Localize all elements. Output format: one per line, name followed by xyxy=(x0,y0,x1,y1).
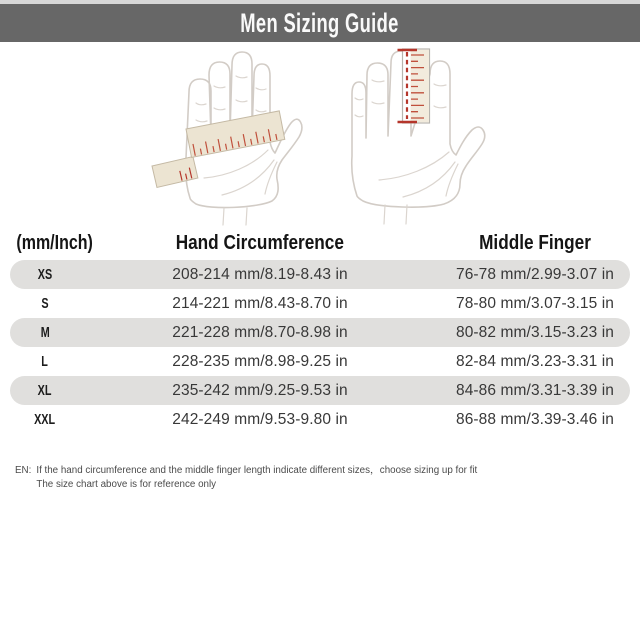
hands-illustration xyxy=(0,48,640,232)
footer-note xyxy=(15,464,477,491)
language-label: EN: xyxy=(15,465,32,476)
finger-ruler-icon xyxy=(398,49,430,123)
title-bar xyxy=(0,4,640,42)
hand-circumference-value: 235-242 mm/9.25-9.53 in xyxy=(172,381,348,399)
middle-finger-value: 78-80 mm/3.07-3.15 in xyxy=(455,294,615,312)
hand-circumference-value: 214-221 mm/8.43-8.70 in xyxy=(172,294,348,312)
note-line-1: If the hand circumference and the middle finger length indicate different sizes，choose sizing up for fit xyxy=(36,465,478,476)
table-row xyxy=(10,376,630,405)
size-table xyxy=(10,227,630,434)
hand-circumference-value: 221-228 mm/8.70-8.98 in xyxy=(172,323,348,341)
hand-circumference-value: 228-235 mm/8.98-9.25 in xyxy=(172,352,348,370)
size-label: L xyxy=(41,353,49,370)
table-row xyxy=(10,318,630,347)
column-header-middle-finger: Middle Finger xyxy=(479,232,591,254)
size-label: M xyxy=(40,324,50,341)
size-label: S xyxy=(41,295,49,312)
middle-finger-value: 80-82 mm/3.15-3.23 in xyxy=(455,323,615,341)
page-title: Men Sizing Guide xyxy=(240,7,400,38)
hand-circumference-value: 208-214 mm/8.19-8.43 in xyxy=(172,265,348,283)
column-header-hand-circumference: Hand Circumference xyxy=(175,232,345,254)
size-label: XS xyxy=(37,266,53,283)
middle-finger-value: 84-86 mm/3.31-3.39 in xyxy=(455,381,615,399)
middle-finger-illustration xyxy=(345,48,530,232)
table-row xyxy=(10,347,630,376)
size-label: XXL xyxy=(34,411,56,428)
middle-finger-value: 76-78 mm/2.99-3.07 in xyxy=(455,265,615,283)
table-header xyxy=(10,227,630,260)
table-row xyxy=(10,260,630,289)
hand-circumference-illustration xyxy=(148,48,333,232)
unit-header: (mm/Inch) xyxy=(16,232,93,254)
table-row xyxy=(10,289,630,318)
middle-finger-value: 86-88 mm/3.39-3.46 in xyxy=(455,410,615,428)
note-line-2: The size chart above is for reference only xyxy=(36,478,217,490)
note-text xyxy=(36,464,477,491)
size-label: XL xyxy=(38,382,52,399)
table-row xyxy=(10,405,630,434)
hand-circumference-value: 242-249 mm/9.53-9.80 in xyxy=(172,410,348,428)
middle-finger-value: 82-84 mm/3.23-3.31 in xyxy=(455,352,615,370)
